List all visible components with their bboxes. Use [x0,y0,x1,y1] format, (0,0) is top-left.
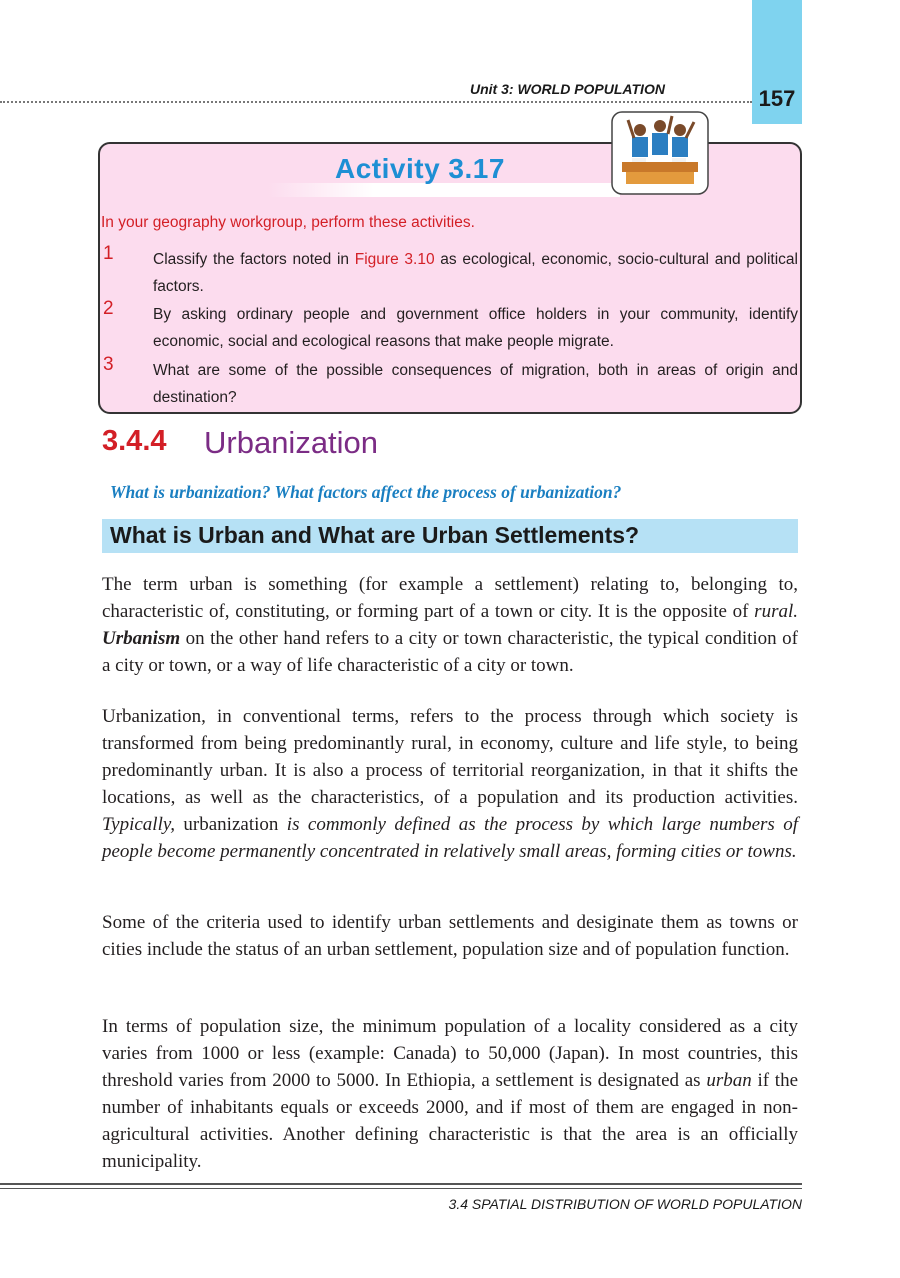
activity-item-text-part: as ecological, economic, socio-cultural and political factors. [153,251,798,295]
activity-item-text: By asking ordinary people and government office holders in your community, identify economic, social and ecological reasons that make people migrate. [153,306,798,350]
footer-rule [0,1183,802,1185]
activity-item-number: 1 [103,243,114,264]
activity-item-text: What are some of the possible consequences of migration, both in areas of origin and destination? [153,362,798,406]
header-dotted-rule [0,101,752,103]
paragraph-text: Some of the criteria used to identify urban settlements and desiginate them as towns or cities include the status of an urban settlement, population size and of population function. [102,912,798,960]
activity-item-2 [101,298,798,355]
activity-item-3 [101,354,798,411]
guiding-question: What is urbanization? What factors affect the process of urbanization? [110,482,622,502]
italic-term: urban [706,1070,752,1091]
activity-item-text [153,246,798,300]
section-title: Urbanization [204,425,379,460]
paragraph-2 [102,703,798,865]
paragraph-1 [102,571,798,679]
paragraph-text: In terms of population size, the minimum population of a locality considered as a city varies from 1000 or less (example: Canada) to 50,000 (Japan). In most countries, this threshold varies from 2000 to 5000. In Ethiopia, a settlement is designated as [102,1016,798,1091]
activity-title: Activity 3.17 [335,153,505,184]
activity-item-number: 2 [103,298,114,319]
paragraph-text: if the number of inhabitants equals or exceeds 2000, and if most of them are engaged in non-agricultural activities. Another defining characteristic is that the area is an officially municipality. [102,1070,799,1172]
activity-item-1 [101,243,798,300]
paragraph-text: Urbanization, in conventional terms, refers to the process through which society is transformed from being predominantly rural, in economy, culture and life style, to being predominantly urban. It is also a process of territorial reorganization, in that it shifts the locations, as well as the characteristics, of a population and its production activities. [102,706,798,808]
activity-title-banner [268,183,620,197]
figure-reference-link: Figure 3.10 [354,251,435,268]
students-classroom-icon [610,110,710,196]
subheading: What is Urban and What are Urban Settlements? [110,522,640,548]
paragraph-text: The term urban is something (for example a settlement) relating to, belonging to, characteristic of, constituting, or forming part of a town or city. It is the opposite of [102,574,798,622]
paragraph-3 [102,909,798,963]
paragraph-text: on the other hand refers to a city or town characteristic, the typical condition of a city or town, or a way of life characteristic of a city or town. [102,628,798,676]
italic-definition: is commonly defined as the process by which large numbers of people become permanently concentrated in relatively small areas, forming cities or towns. [102,814,798,862]
page-number: 157 [758,86,796,111]
bold-term: Urbanism [102,628,181,649]
activity-item-text-part: Classify the factors noted in [153,251,355,268]
footer-rule [0,1188,802,1189]
activity-intro: In your geography workgroup, perform these activities. [101,214,475,231]
section-number: 3.4.4 [102,425,167,457]
italic-term: Typically, [102,814,175,835]
footer-section-title: 3.4 SPATIAL DISTRIBUTION OF WORLD POPULATION [448,1196,802,1212]
paragraph-4 [102,1013,798,1175]
paragraph-text: urbanization [175,814,287,835]
unit-title: Unit 3: WORLD POPULATION [470,81,665,97]
activity-item-number: 3 [103,354,114,375]
italic-term: rural. [754,601,798,622]
